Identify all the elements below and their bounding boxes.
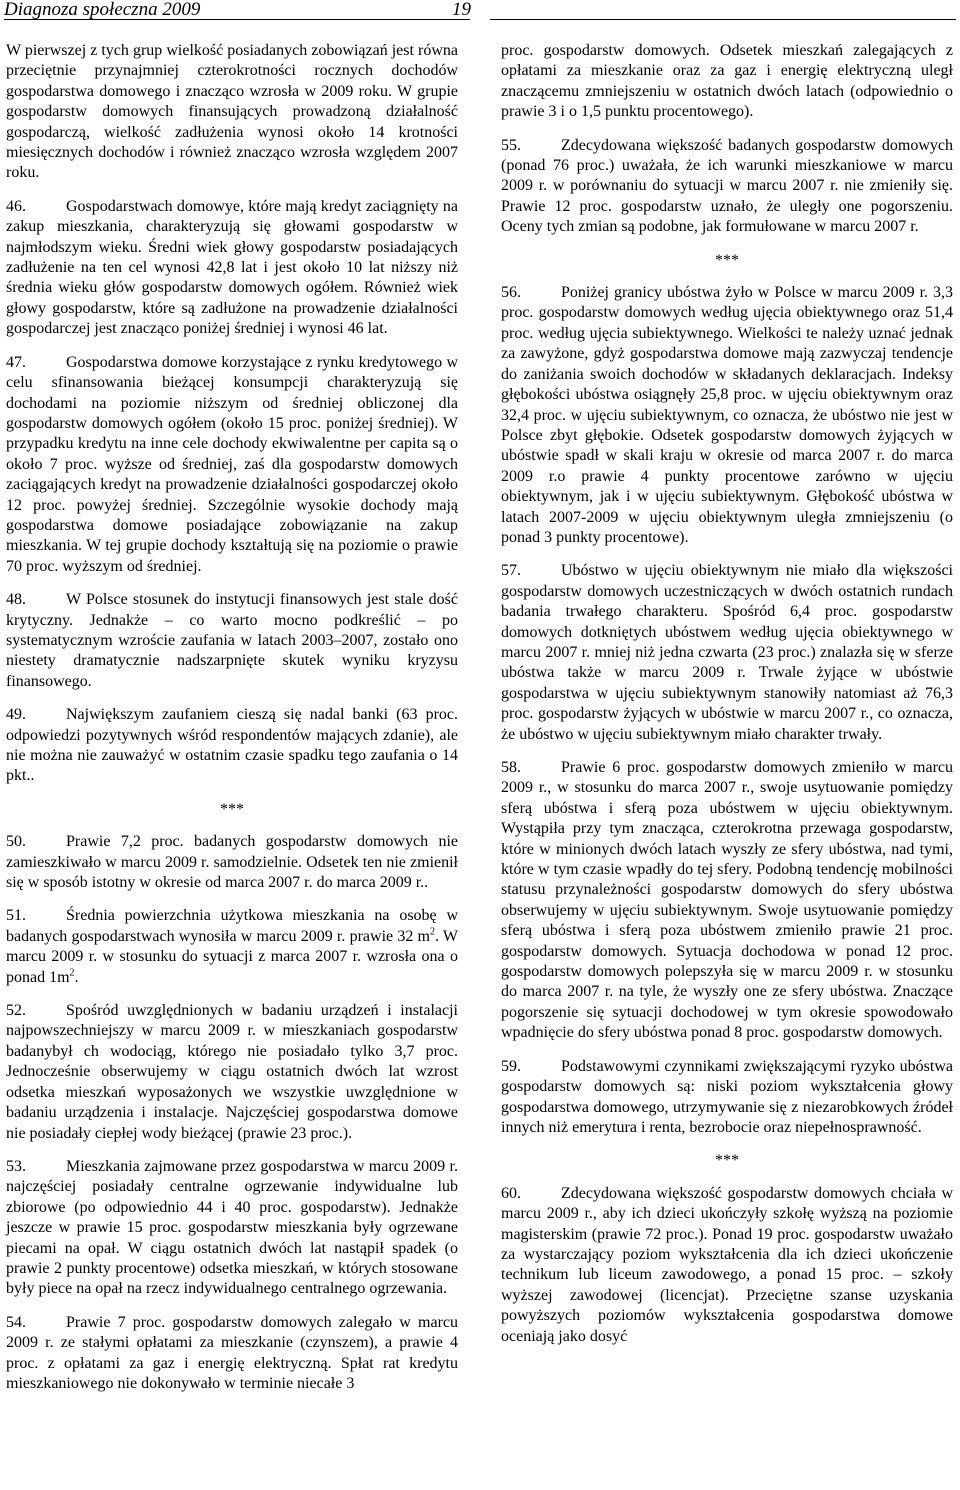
paragraph-48 [6,590,458,692]
paragraph-53 [6,1157,458,1300]
paragraph-text: Prawie 6 proc. gospodarstw domowych zmieniło w marcu 2009 r., w stosunku do marca 2007 r., swoje usytuowanie pomiędzy sferą ubóstwa i sferą poza ubóstwem w ujęciu obiektywnym. Wystąpiła przy tym znacząca, czterokrotna przewaga gospodarstw, które w minionych dwóch latach wyszły ze sfery ubóstwa, nad tymi, które w tym czasie wpadły do tej sfery. Podobną tendencję mobilności statusu przynależności gospodarstw domowych do sfery ubóstwa obserwujemy w ujęciu subiektywnym. Swoje usytuowanie pomiędzy sferą ubóstwa i sferą poza ubóstwem zmieniło prawie 21 proc. gospodarstw domowych. Sytuacja dochodowa w ponad 12 proc. gospodarstw domowych polepszyła się w marcu 2009 r. w stosunku do marca 2007 r. na tyle, że wyszły one ze sfery ubóstwa. Znaczące pogorszenie się sytuacji dochodowej w tym okresie spowodowało wpadnięcie do sfery ubóstwa ponad 8 proc. gospodarstw domowych. [501,759,953,1042]
left-column [6,41,458,1407]
paragraph-56 [501,283,953,548]
page-number: 19 [452,0,471,20]
paragraph-51 [6,906,458,988]
paragraph-49 [6,705,458,787]
paragraph-text: Największym zaufaniem cieszą się nadal banki (63 proc. odpowiedzi pozytywnych wśród respondentów mających zdanie), ale nie można nie zauważyć w ostatnim czasie spadku tego zaufania o 14 pkt.. [6,706,458,785]
paragraph-text: Prawie 7,2 proc. badanych gospodarstw domowych nie zamieszkiwało w marcu 2009 r. samodzielnie. Odsetek ten nie zmienił się w sposób istotny w okresie od marca 2007 r. do marca 2009 r.. [6,833,458,892]
paragraph-continued: proc. gospodarstw domowych. Odsetek mieszkań zalegających z opłatami za mieszkanie oraz za gaz i energię elektryczną uległ znaczącemu zmniejszeniu w ostatnich dwóch latach (odpowiednio o prawie 3 i o 1,5 punktu procentowego). [501,42,953,121]
paragraph-number: 50. [6,833,26,851]
page-header [0,0,960,22]
paragraph-47 [6,353,458,577]
paragraph-number: 55. [501,136,521,154]
running-title: Diagnoza społeczna 2009 [4,0,201,20]
paragraph-number: 52. [6,1002,26,1020]
paragraph-text: Gospodarstwa domowe korzystające z rynku kredytowego w celu sfinansowania bieżącej konsumpcji charakteryzują się dochodami na poziomie niższym od średniej obliczonej dla gospodarstw domowych ogółem (około 15 proc. poniżej średniej). W przypadku kredytu na inne cele dochody ekwiwalentne per capita są o około 7 proc. wyższe od średniej, zaś dla gospodarstw domowych zaciągających kredyt na prowadzenie działalności gospodarczej około 12 proc. powyżej średniej. Szczególnie wysokie dochody mają gospodarstwa domowe posiadające zobowiązanie na zakup mieszkania. W tej grupie dochody kształtują się na poziomie o prawie 70 proc. wyższym od średniej. [6,353,458,575]
paragraph-59 [501,1057,953,1139]
paragraph-text: Zdecydowana większość gospodarstw domowych chciała w marcu 2009 r., aby ich dzieci ukończyły szkołę wyższą na poziomie magisterskim (prawie 72 proc.). Ponad 19 proc. gospodarstw uważało za wystarczający poziom wykształcenia dla ich dzieci ukończenie technikum lub liceum zawodowego, a ponad 15 proc. – szkoły wyższej zawodowej (licencjat). Przeciętne szanse uzyskania powyższych poziomów wykształcenia gospodarstwa domowe oceniają jako dosyć [501,1184,953,1345]
paragraph-number: 60. [501,1184,521,1202]
right-column [501,41,953,1360]
section-separator: *** [715,251,739,269]
paragraph-55 [501,136,953,238]
paragraph-60 [501,1184,953,1347]
paragraph-text: Mieszkania zajmowane przez gospodarstwa w marcu 2009 r. najczęściej posiadały centralne ogrzewanie indywidualne lub zbiorowe (po odpowiednio 44 i 40 proc. gospodarstw). Jednakże jeszcze w prawie 15 proc. gospodarstw mieszkania były ogrzewane piecami na opał. W ciągu ostatnich dwóch lat nastąpił spadek (o prawie 2 punkty procentowe) odsetka mieszkań, w których stosowane były piece na opał na rzecz indywidualnego centralnego ogrzewania. [6,1157,458,1298]
superscript: 2 [69,967,75,979]
paragraph-text: Ubóstwo w ujęciu obiektywnym nie miało dla większości gospodarstw domowych uczestniczących w dwóch ostatnich rundach badania trwałego charakteru. Spośród 6,4 proc. gospodarstw domowych dotkniętych ubóstwem według ujęcia obiektywnego w marcu 2007 r. mniej niż jedna czwarta (23 proc.) znalazła się w sferze ubóstwa także w marcu 2009 r. Trwale żyjące w ubóstwie gospodarstwa w ujęciu subiektywnym stanowiły natomiast aż 76,3 proc. gospodarstw żyjących w ubóstwie w marcu 2007 r., co oznacza, że ubóstwo w ujęciu subiektywnym miało charakter trwały. [501,562,953,743]
paragraph-number: 48. [6,591,26,609]
paragraph-intro: W pierwszej z tych grup wielkość posiadanych zobowiązań jest równa przeciętnie przynajmniej czterokrotności rocznych dochodów gospodarstwa domowego i znacząco wzrosła w 2009 roku. W grupie gospodarstw domowych finansujących prowadzoną działalność gospodarczą, wielkość zadłużenia wynosi około 14 krotności miesięcznych dochodów i również znacząco wzrosła względem 2007 roku. [6,42,458,182]
paragraph-number: 46. [6,197,26,215]
paragraph-number: 59. [501,1057,521,1075]
paragraph-text: W Polsce stosunek do instytucji finansowych jest stale dość krytyczny. Jednakże – co warto mocno podkreślić – po systematycznym wzroście zaufania w latach 2003–2007, zostało ono niestety dramatycznie nadszarpnięte skutek wyniku kryzysu finansowego. [6,591,458,690]
paragraph-number: 56. [501,284,521,302]
paragraph-number: 57. [501,562,521,580]
paragraph-text: Prawie 7 proc. gospodarstw domowych zalegało w marcu 2009 r. ze stałymi opłatami za mieszkanie (czynszem), a prawie 4 proc. z opłatami za gaz i energię elektryczną. Spłat rat kredytu mieszkaniowego nie dokonywało w terminie niecałe 3 [6,1313,458,1392]
paragraph-52 [6,1001,458,1144]
paragraph-number: 54. [6,1313,26,1331]
paragraph-text: Średnia powierzchnia użytkowa mieszkania na osobę w badanych gospodarstwach wynosiła w marcu 2009 r. prawie 32 m [6,907,458,945]
paragraph-50 [6,832,458,893]
paragraph-54 [6,1313,458,1395]
paragraph-57 [501,561,953,745]
paragraph-number: 47. [6,353,26,371]
paragraph-text: Spośród uwzględnionych w badaniu urządzeń i instalacji najpowszechniejszy w marcu 2009 r. w mieszkaniach gospodarstw badanybył ch wodociąg, którego nie posiadało tylko 3,7 proc. Jednocześnie obserwujemy w ciągu ostatnich dwóch lat wzrost odsetka mieszkań wyposażonych we wszystkie uwzględnione w badaniu urządzenia i instalacje. Najczęściej gospodarstwa domowe nie posiadały ciepłej wody bieżącej (prawie 23 proc.). [6,1002,458,1142]
section-separator: *** [220,800,244,818]
paragraph-text: Gospodarstwach domowye, które mają kredyt zaciągnięty na zakup mieszkania, charakteryzują się głowami gospodarstw w najmłodszym wieku. Średni wiek głowy gospodarstw posiadających zadłużenie na ten cel wynosi 42,8 lat i jest około 10 lat niższy niż średnia wieku głów gospodarstw domowych ogółem. Również wiek głowy gospodarstw, które są zadłużone na prowadzenie działalności gospodarczej jest znacząco poniżej średniej i wynosi 46 lat. [6,197,458,338]
paragraph-number: 51. [6,907,26,925]
paragraph-text: Zdecydowana większość badanych gospodarstw domowych (ponad 76 proc.) uważała, że ich warunki mieszkaniowe w marcu 2009 r. w porównaniu do sytuacji w marcu 2007 r. nie zmieniły się. Prawie 12 proc. gospodarstw uznało, że uległy one pogorszeniu. Oceny tych zmian są podobne, jak formułowane w marcu 2007 r. [501,136,953,236]
paragraph-number: 49. [6,706,26,724]
paragraph-text: . [74,968,79,986]
section-separator: *** [715,1152,739,1170]
paragraph-text: Poniżej granicy ubóstwa żyło w Polsce w marcu 2009 r. 3,3 proc. gospodarstw domowych według ujęcia obiektywnego oraz 51,4 proc. według ujęcia subiektywnego. Wielkości te należy uznać jednak za zawyżone, gdyż gospodarstwa domowe mają zazwyczaj tendencje do zaniżania swoich dochodów w składanych deklaracjach. Indeksy głębokości ubóstwa osiągnęły 25,8 proc. w ujęciu obiektywnym oraz 32,4 proc. w ujęciu subiektywnym, co oznacza, że ubóstwo nie jest w Polsce zbyt głębokie. Odsetek gospodarstw domowych żyjących w ubóstwie spadł w skali kraju w okresie od marca 2007 r. do marca 2009 r.o prawie 4 punkty procentowe zarówno w ujęciu obiektywnym, jak i w ujęciu subiektywnym. Głębokość ubóstwa w latach 2007-2009 w ujęciu obiektywnym uległa zmniejszeniu (o ponad 3 punkty procentowe). [501,284,953,546]
paragraph-text: Podstawowymi czynnikami zwiększającymi ryzyko ubóstwa gospodarstw domowych są: niski poziom wykształcenia głowy gospodarstwa domowego, utrzymywanie się z niezarobkowych źródeł innych niż emerytura i renta, bezrobocie oraz niepełnosprawność. [501,1057,953,1136]
header-rule-left [4,19,470,20]
paragraph-text: . W marcu 2009 r. w stosunku do sytuacji z marca 2007 r. wzrosła ona o ponad 1m [6,927,459,986]
paragraph-number: 58. [501,759,521,776]
paragraph-number: 53. [6,1157,26,1175]
header-rule-right [490,19,956,20]
paragraph-46 [6,197,458,340]
superscript: 2 [429,926,435,938]
paragraph-58 [501,758,953,1044]
